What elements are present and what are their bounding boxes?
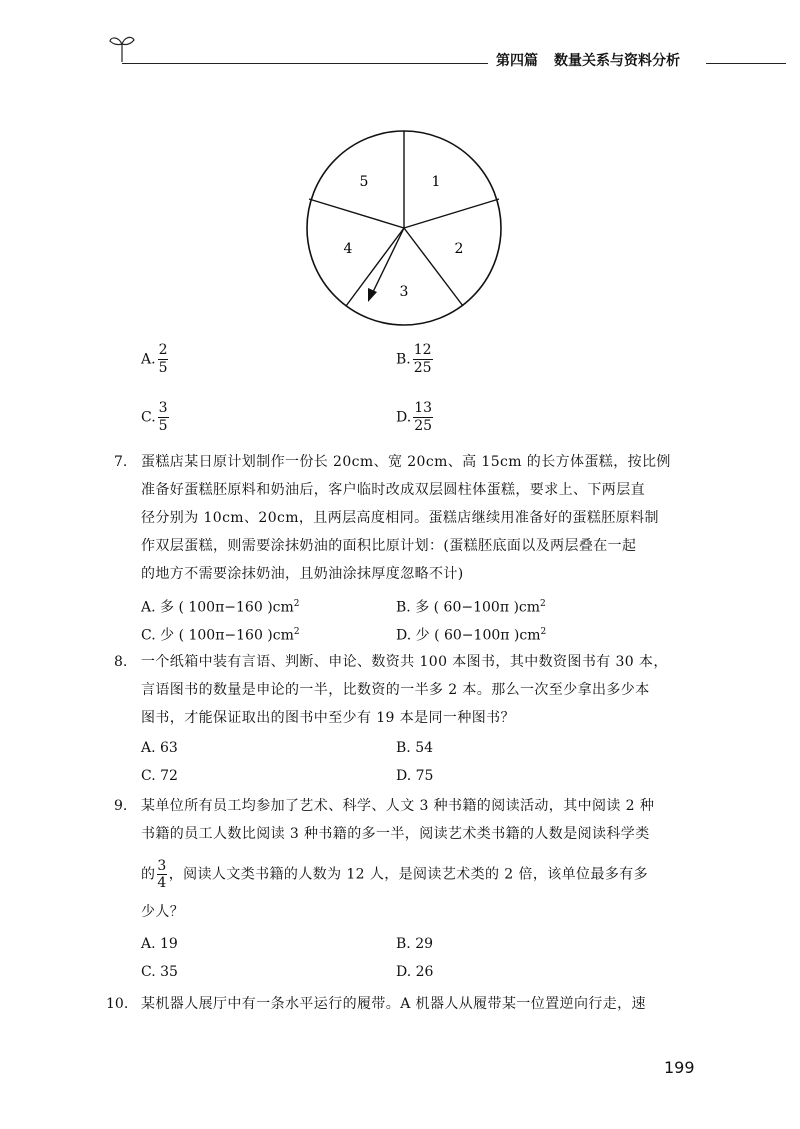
q7-text-line: 准备好蛋糕胚原料和奶油后，客户临时改成双层圆柱体蛋糕，要求上、下两层直 bbox=[141, 482, 645, 498]
q8-option-a[interactable]: A. 63 bbox=[141, 740, 178, 756]
running-header bbox=[496, 50, 680, 70]
q7-text-line: 作双层蛋糕，则需要涂抹奶油的面积比原计划：(蛋糕胚底面以及两层叠在一起 bbox=[141, 538, 637, 554]
q9-text-line-fraction: 的 $\frac{3}{4}$ ，阅读人文类书籍的人数为 12 人，是阅读艺术类的 2 倍，该单位最多有多 bbox=[141, 858, 649, 891]
sector-label-2: 2 bbox=[454, 241, 464, 257]
sector-divider bbox=[404, 228, 463, 306]
q9-option-d[interactable]: D. 26 bbox=[396, 964, 434, 980]
sector-label-1: 1 bbox=[431, 174, 441, 190]
q7-option-d[interactable]: D. 少 ( 60−100π )$cm^2$ bbox=[396, 627, 547, 644]
q6-option-d[interactable]: D. $\frac{13}{25}$ bbox=[396, 400, 433, 434]
spinner-wheel-figure bbox=[296, 126, 512, 330]
q9-option-b[interactable]: B. 29 bbox=[396, 936, 434, 952]
q8-option-d[interactable]: D. 75 bbox=[396, 768, 434, 784]
q8-option-b[interactable]: B. 54 bbox=[396, 740, 434, 756]
q9-option-c[interactable]: C. 35 bbox=[141, 964, 178, 980]
sector-divider bbox=[404, 199, 499, 228]
q9-text-line: 书籍的员工人数比阅读 3 种书籍的多一半，阅读艺术类书籍的人数是阅读科学类 bbox=[141, 826, 650, 842]
q10-number: 10. bbox=[106, 996, 129, 1012]
header-rule-left bbox=[122, 63, 488, 64]
q7-text-line: 的地方不需要涂抹奶油，且奶油涂抹厚度忽略不计) bbox=[141, 566, 464, 582]
fraction-three-quarters: $\frac{3}{4}$ bbox=[157, 858, 167, 891]
q7-option-a[interactable]: A. 多 ( 100π−160 )$cm^2$ bbox=[141, 599, 300, 616]
q9-text-line: 少人？ bbox=[141, 904, 185, 920]
q9-option-a[interactable]: A. 19 bbox=[141, 936, 178, 952]
sector-label-3: 3 bbox=[399, 284, 409, 300]
sprout-icon bbox=[108, 32, 136, 64]
q7-option-c[interactable]: C. 少 ( 100π−160 )$cm^2$ bbox=[141, 627, 300, 644]
q8-text-line: 言语图书的数量是申论的一半，比数资的一半多 2 本。那么一次至少拿出多少本 bbox=[141, 682, 650, 698]
sector-label-5: 5 bbox=[359, 174, 369, 190]
q8-number: 8. bbox=[114, 654, 128, 670]
q9-number: 9. bbox=[114, 798, 128, 814]
q7-option-b[interactable]: B. 多 ( 60−100π )$cm^2$ bbox=[396, 599, 546, 616]
q8-text-line: 一个纸箱中装有言语、判断、申论、数资共 100 本图书，其中数资图书有 30 本， bbox=[141, 654, 668, 670]
q9-text-line: 某单位所有员工均参加了艺术、科学、人文 3 种书籍的阅读活动，其中阅读 2 种 bbox=[141, 798, 655, 814]
sector-divider bbox=[309, 199, 404, 228]
q7-text-line: 蛋糕店某日原计划制作一份长 20cm、宽 20cm、高 15cm 的长方体蛋糕，按比例 bbox=[141, 454, 671, 470]
q8-text-line: 图书，才能保证取出的图书中至少有 19 本是同一种图书？ bbox=[141, 710, 515, 726]
sector-label-4: 4 bbox=[343, 241, 353, 257]
q8-option-c[interactable]: C. 72 bbox=[141, 768, 178, 784]
header-part: 第四篇 bbox=[496, 53, 538, 69]
sector-divider bbox=[343, 228, 404, 306]
spinner-arrow-head bbox=[368, 288, 377, 302]
q7-text-line: 径分别为 10cm、20cm，且两层高度相同。蛋糕店继续用准备好的蛋糕胚原料制 bbox=[141, 510, 659, 526]
q10-text-line: 某机器人展厅中有一条水平运行的履带。A 机器人从履带某一位置逆向行走，速 bbox=[141, 996, 646, 1012]
q7-number: 7. bbox=[114, 454, 128, 470]
q6-option-a[interactable]: A. $\frac{2}{5}$ bbox=[141, 342, 168, 376]
q6-option-b[interactable]: B. $\frac{12}{25}$ bbox=[396, 342, 432, 376]
page-number: 199 bbox=[664, 1058, 695, 1077]
q6-option-c[interactable]: C. $\frac{3}{5}$ bbox=[141, 400, 168, 434]
header-rule-right bbox=[706, 63, 786, 64]
header-title: 数量关系与资料分析 bbox=[554, 53, 680, 69]
